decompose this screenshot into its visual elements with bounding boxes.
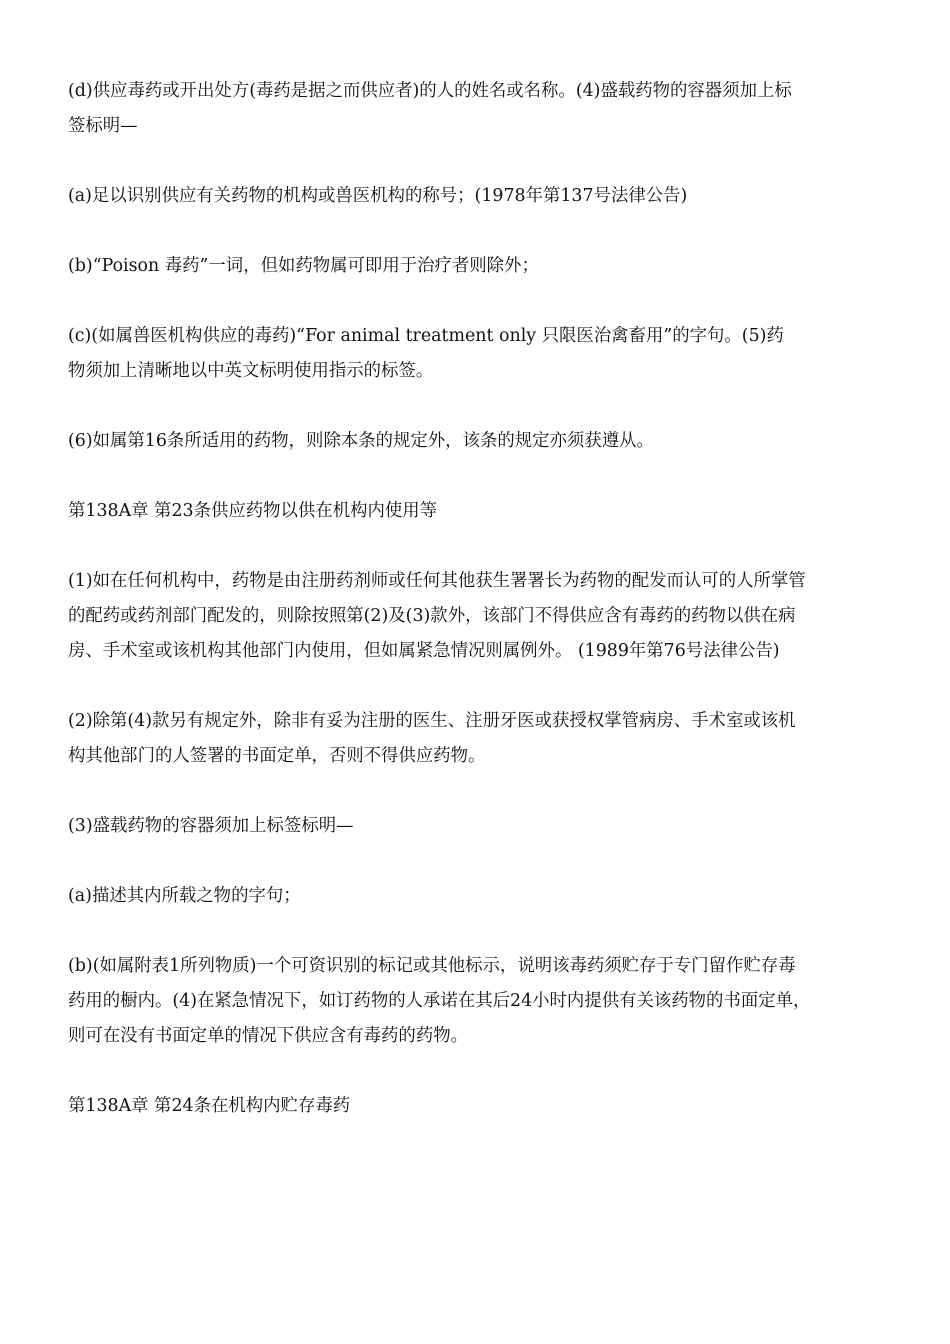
text-line: (b)(如属附表1所列物质)一个可资识别的标记或其他标示，说明该毒药须贮存于专门留作贮存毒 (68, 956, 796, 976)
text-line: (1)如在任何机构中，药物是由注册药剂师或任何其他获生署署长为药物的配发而认可的人所掌管 (68, 571, 806, 591)
text-line: (2)除第(4)款另有规定外，除非有妥为注册的医生、注册牙医或获授权掌管病房、手术室或该机 (68, 711, 796, 731)
blank-line (68, 214, 880, 249)
blank-line (68, 844, 880, 879)
text-line: (b)“Poison 毒药”一词，但如药物属可即用于治疗者则除外； (68, 256, 539, 276)
blank-line (68, 284, 880, 319)
document-page (68, 74, 880, 1124)
text-line: (a)描述其内所载之物的字句； (68, 886, 301, 906)
blank-line (68, 1054, 880, 1089)
blank-line (68, 774, 880, 809)
blank-line (68, 389, 880, 424)
text-line: 则可在没有书面定单的情况下供应含有毒药的药物。 (68, 1026, 468, 1046)
blank-line (68, 144, 880, 179)
text-line: (6)如属第16条所适用的药物，则除本条的规定外，该条的规定亦须获遵从。 (68, 431, 654, 451)
blank-line (68, 669, 880, 704)
blank-line (68, 914, 880, 949)
text-line: (3)盛载药物的容器须加上标签标明— (68, 816, 354, 836)
text-line: 物须加上清晰地以中英文标明使用指示的标签。 (68, 361, 434, 381)
text-line: 签标明— (68, 116, 138, 136)
blank-line (68, 529, 880, 564)
text-line: (a)足以识别供应有关药物的机构或兽医机构的称号；(1978年第137号法律公告) (68, 186, 688, 206)
blank-line (68, 459, 880, 494)
text-line: 构其他部门的人签署的书面定单，否则不得供应药物。 (68, 746, 486, 766)
section-heading: 第138A章 第23条供应药物以供在机构内使用等 (68, 501, 438, 521)
text-line: (d)供应毒药或开出处方(毒药是据之而供应者)的人的姓名或名称。(4)盛载药物的容器须加上标 (68, 81, 792, 101)
text-line: 药用的橱内。(4)在紧急情况下，如订药物的人承诺在其后24小时内提供有关该药物的书面定单， (68, 991, 811, 1011)
section-heading: 第138A章 第24条在机构内贮存毒药 (68, 1096, 351, 1116)
text-line: 的配药或药剂部门配发的，则除按照第(2)及(3)款外，该部门不得供应含有毒药的药物以供在病 (68, 606, 796, 626)
text-line: (c)(如属兽医机构供应的毒药)“For animal treatment only 只限医治禽畜用”的字句。(5)药 (68, 326, 784, 346)
text-line: 房、手术室或该机构其他部门内使用，但如属紧急情况则属例外。 (1989年第76号法律公告) (68, 641, 780, 661)
